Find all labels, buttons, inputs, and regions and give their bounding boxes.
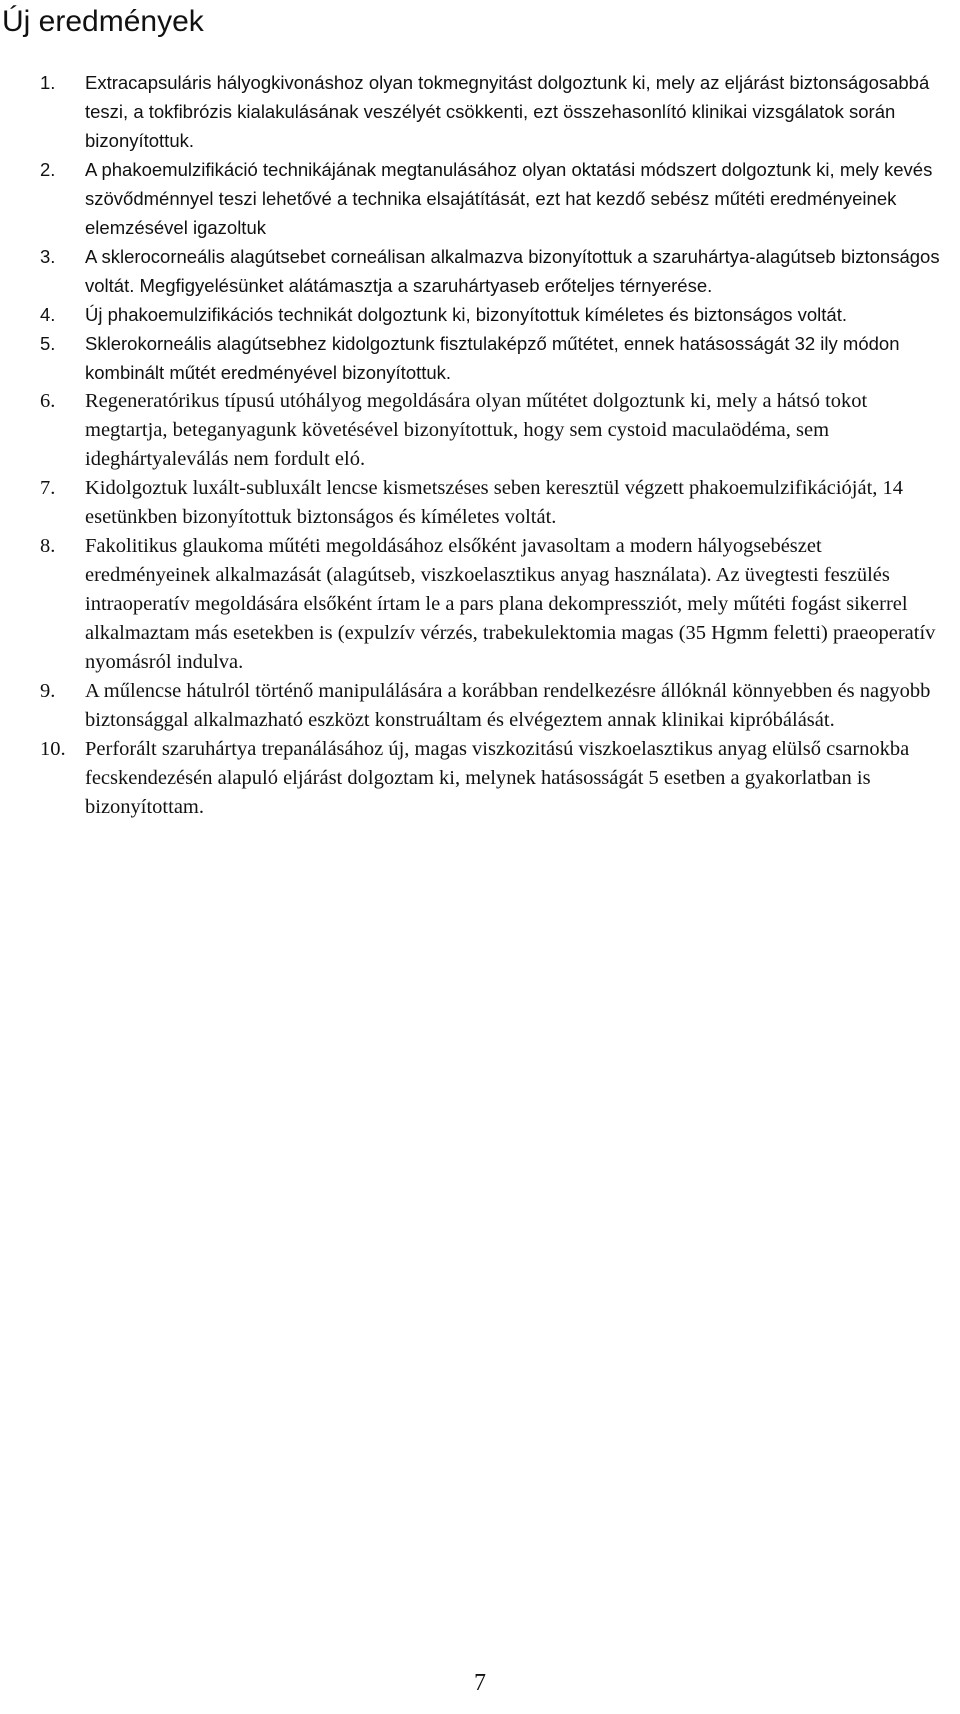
list-item [40,387,940,474]
list-item [40,242,940,300]
list-item-text: Extracapsuláris hályogkivonáshoz olyan tokmegnyitást dolgoztunk ki, mely az eljárást biztonságosabbá teszi, a tokfibrózis kialakulásának veszélyét csökkenti, ezt összehasonlító klinikai vizsgálatok során bizonyítottuk. [85,72,930,151]
list-item-text: A sklerocorneális alagútsebet corneálisan alkalmazva bizonyítottuk a szaruhártya-alagútseb biztonságos voltát. Megfigyelésünket alátámasztja a szaruhártyaseb erőteljes térnyerése. [85,246,940,296]
list-item-text: A phakoemulzifikáció technikájának megtanulásához olyan oktatási módszert dolgoztunk ki, mely kevés szövődménnyel teszi lehetővé a technika elsajátítását, ezt hat kezdő sebész műtéti eredményeinek elemzésével igazoltuk [85,159,933,238]
list-item [40,300,940,329]
list-item [40,474,940,532]
list-item-number: 10. [40,738,66,760]
page-title: Új eredmények [2,5,204,38]
list-item [40,677,940,735]
list-item-number: 9. [40,680,56,702]
page-number: 7 [474,1670,486,1696]
list-item-text: Kidolgoztuk luxált-subluxált lencse kismetszéses seben keresztül végzett phakoemulzifikációját, 14 esetünkben bizonyítottuk biztonságos és kíméletes voltát. [85,477,904,528]
list-item [40,735,940,822]
list-item-number: 7. [40,477,56,499]
list-item-text: Sklerokorneális alagútsebhez kidolgoztunk fisztulaképző műtétet, ennek hatásosságát 32 ily módon kombinált műtét eredményével bizonyítottuk. [85,333,900,383]
list-item [40,329,940,387]
list-item-number: 2. [40,159,56,180]
list-item [40,155,940,242]
list-item-number: 8. [40,535,56,557]
list-item-text: A műlencse hátulról történő manipulálására a korábban rendelkezésre állóknál könnyebben és nagyobb biztonsággal alkalmazható eszközt konstruáltam és elvégeztem annak klinikai kipróbálását. [85,680,931,731]
list-item-number: 5. [40,333,56,354]
list-item-number: 4. [40,304,56,325]
list-item-text: Fakolitikus glaukoma műtéti megoldásához elsőként javasoltam a modern hályogsebészet eredményeinek alkalmazását (alagútseb, viszkoelasztikus anyag használata). Az üvegtesti feszülés intraoperatív megoldására elsőként írtam le a pars plana dekompressziót, mely műtéti fogást sikerrel alkalmaztam más esetekben is (expulzív vérzés, trabekulektomia magas (35 Hgmm feletti) praeoperatív nyomásról indulva. [85,535,936,673]
list-item [40,68,940,155]
list-item-text: Új phakoemulzifikációs technikát dolgoztunk ki, bizonyítottuk kíméletes és biztonságos voltát. [85,304,847,325]
results-list [40,68,940,822]
list-item-text: Perforált szaruhártya trepanálásához új, magas viszkozitású viszkoelasztikus anyag elülső csarnokba fecskendezésén alapuló eljárást dolgoztam ki, melynek hatásosságát 5 esetben a gyakorlatban is bizonyítottam. [85,738,910,818]
list-item-number: 3. [40,246,56,267]
list-item-number: 1. [40,72,56,93]
list-item-text: Regeneratórikus típusú utóhályog megoldására olyan műtétet dolgoztunk ki, mely a hátsó tokot megtartja, beteganyagunk követésével bizonyítottuk, hogy sem cystoid maculaödéma, sem ideghártyaleválás nem fordult eló. [85,390,868,470]
list-item [40,532,940,677]
list-item-number: 6. [40,390,56,412]
